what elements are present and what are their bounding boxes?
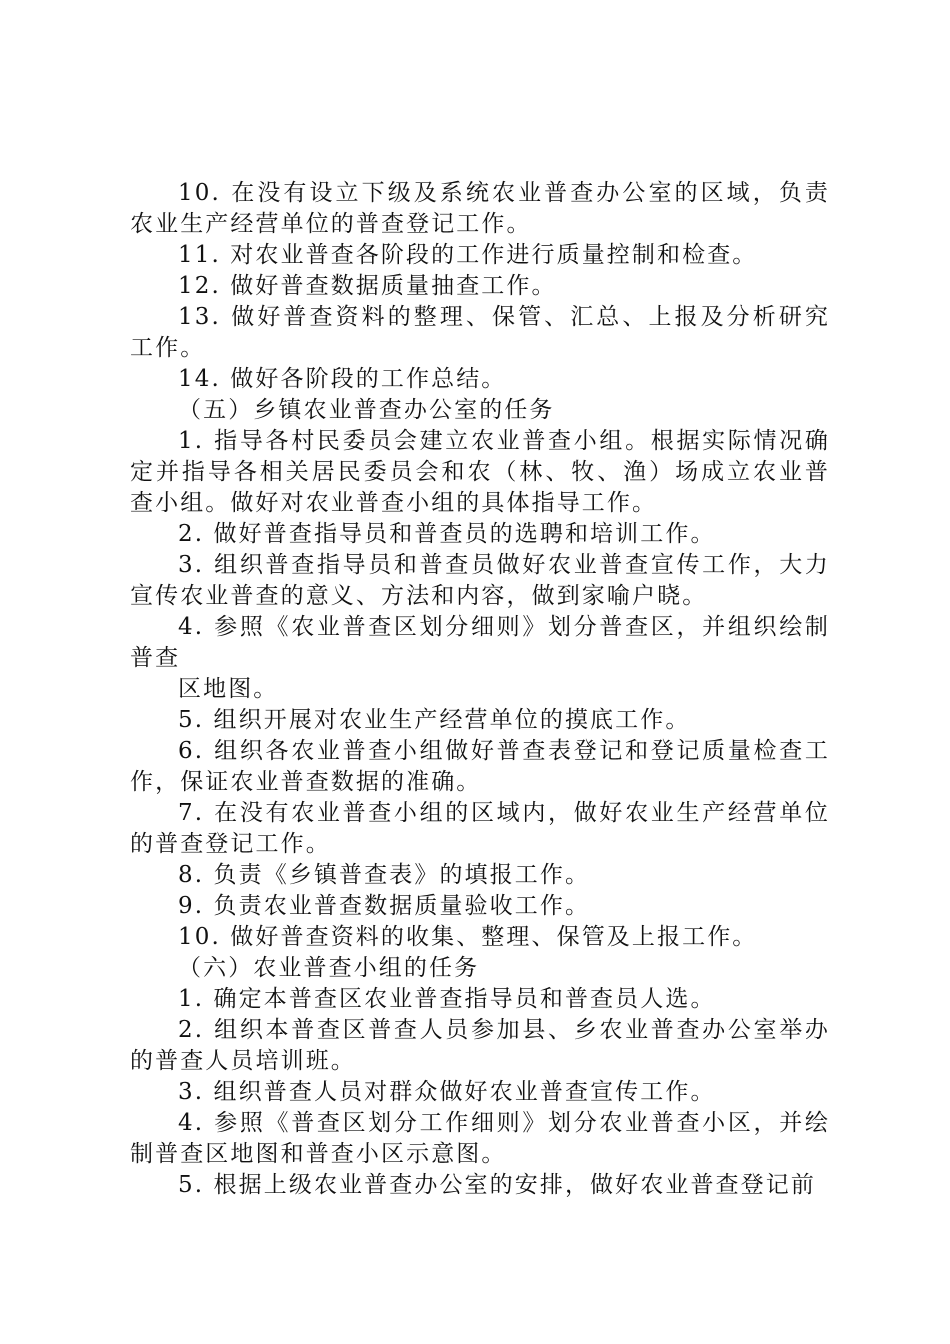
paragraph: 7. 在没有农业普查小组的区域内，做好农业生产经营单位的普查登记工作。 (130, 800, 830, 857)
paragraph: 14. 做好各阶段的工作总结。 (178, 366, 507, 392)
paragraph-continuation: 区地图。 (178, 676, 279, 702)
section-heading: （六）农业普查小组的任务 (178, 955, 480, 981)
paragraph: 5. 根据上级农业普查办公室的安排，做好农业普查登记前 (178, 1172, 816, 1198)
paragraph: 10. 在没有设立下级及系统农业普查办公室的区域，负责农业生产经营单位的普查登记工作。 (130, 180, 830, 237)
paragraph: 13. 做好普查资料的整理、保管、汇总、上报及分析研究工作。 (130, 304, 830, 361)
section-heading: （五）乡镇农业普查办公室的任务 (178, 397, 555, 423)
paragraph: 4. 参照《农业普查区划分细则》划分普查区，并组织绘制普查 (130, 614, 830, 671)
paragraph: 8. 负责《乡镇普查表》的填报工作。 (178, 862, 591, 888)
paragraph: 3. 组织普查指导员和普查员做好农业普查宣传工作，大力宣传农业普查的意义、方法和内容，做到家喻户晓。 (130, 552, 830, 609)
paragraph: 1. 指导各村民委员会建立农业普查小组。根据实际情况确定并指导各相关居民委员会和农（林、牧、渔）场成立农业普查小组。做好对农业普查小组的具体指导工作。 (130, 428, 830, 516)
paragraph: 5. 组织开展对农业生产经营单位的摸底工作。 (178, 707, 691, 733)
paragraph: 12. 做好普查数据质量抽查工作。 (178, 273, 557, 299)
paragraph: 9. 负责农业普查数据质量验收工作。 (178, 893, 591, 919)
paragraph: 10. 做好普查资料的收集、整理、保管及上报工作。 (178, 924, 758, 950)
document-body (130, 178, 830, 1201)
paragraph: 6. 组织各农业普查小组做好普查表登记和登记质量检查工作，保证农业普查数据的准确。 (130, 738, 830, 795)
paragraph: 1. 确定本普查区农业普查指导员和普查员人选。 (178, 986, 716, 1012)
paragraph: 2. 做好普查指导员和普查员的选聘和培训工作。 (178, 521, 716, 547)
paragraph: 2. 组织本普查区普查人员参加县、乡农业普查办公室举办的普查人员培训班。 (130, 1017, 830, 1074)
paragraph: 11. 对农业普查各阶段的工作进行质量控制和检查。 (178, 242, 758, 268)
paragraph: 4. 参照《普查区划分工作细则》划分农业普查小区，并绘制普查区地图和普查小区示意图。 (130, 1110, 830, 1167)
paragraph: 3. 组织普查人员对群众做好农业普查宣传工作。 (178, 1079, 716, 1105)
